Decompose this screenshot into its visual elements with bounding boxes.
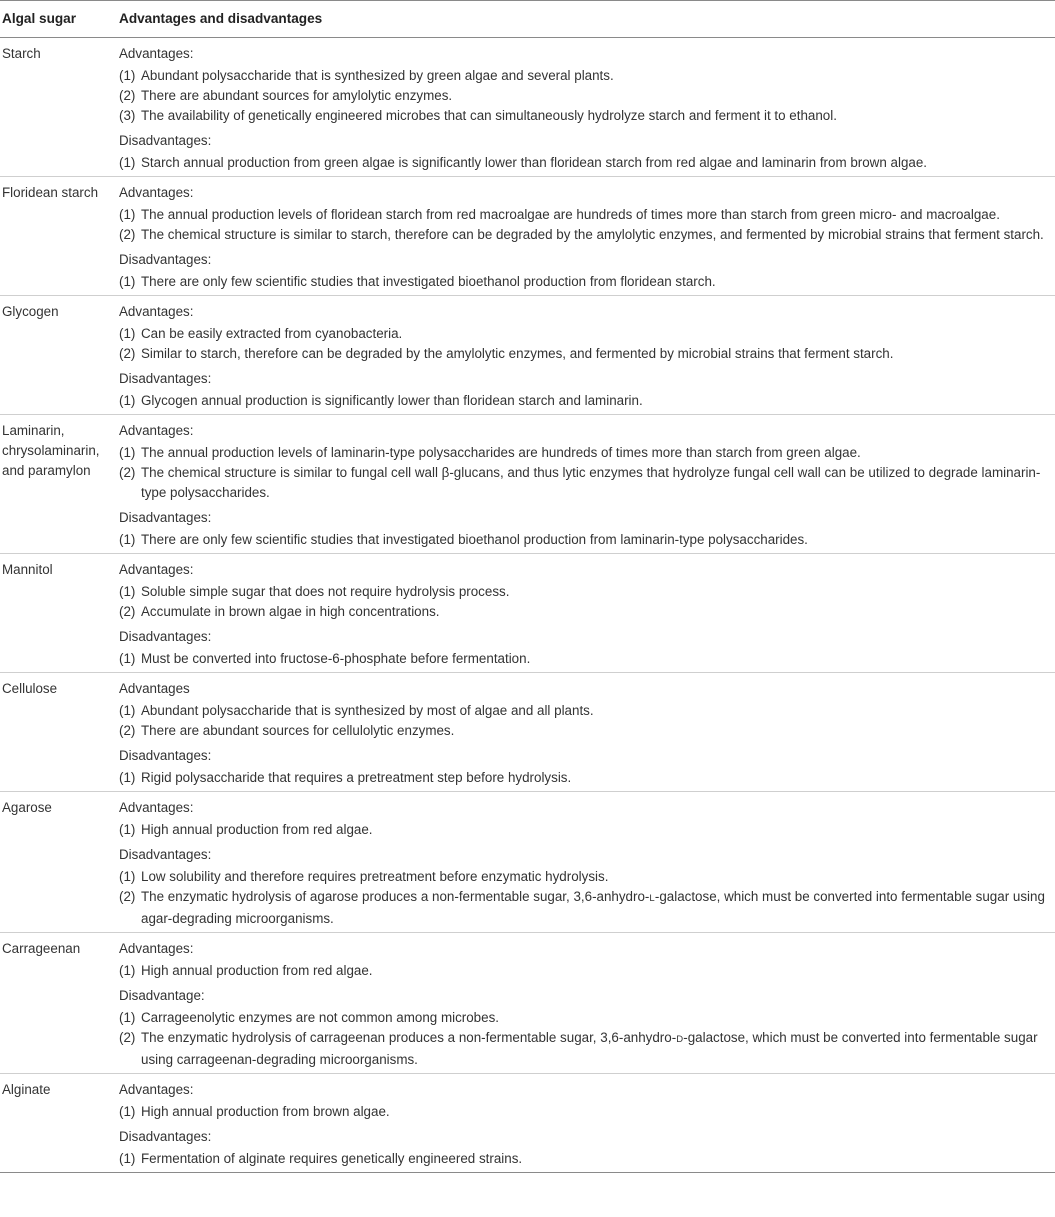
item-number: (1) [119, 155, 136, 170]
item-number: (1) [119, 1010, 136, 1025]
section-label: Advantages: [119, 46, 194, 61]
item-list [119, 324, 1051, 364]
item-number: (2) [119, 88, 136, 103]
item-number: (1) [119, 1104, 136, 1119]
section-block [119, 369, 1051, 411]
item-text: Accumulate in brown algae in high concentrations. [141, 604, 440, 619]
table-row [0, 554, 1055, 673]
section-block [119, 1127, 1051, 1169]
advantages-cell [117, 296, 1055, 415]
list-item [119, 602, 1051, 622]
item-number: (2) [119, 889, 136, 904]
list-item [119, 701, 1051, 721]
section-label: Disadvantages: [119, 371, 212, 386]
section-label: Advantages [119, 681, 190, 696]
item-text: The chemical structure is similar to fungal cell wall β-glucans, and thus lytic enzymes that hydrolyze fungal cell wall can be utilized to degrade laminarin-type polysaccharides. [141, 465, 1041, 500]
item-number: (1) [119, 393, 136, 408]
list-item [119, 66, 1051, 86]
advantages-cell [117, 673, 1055, 792]
item-text-post: -galactose, which must be converted into fermentable sugar using carrageenan-degrading microorganisms. [141, 1030, 1038, 1067]
list-item [119, 961, 1051, 981]
item-list [119, 205, 1051, 245]
list-item [119, 649, 1051, 669]
item-text: Similar to starch, therefore can be degraded by the amylolytic enzymes, and fermented by microbial strains that ferment starch. [141, 346, 894, 361]
list-item [119, 463, 1051, 503]
item-number: (1) [119, 651, 136, 666]
item-number: (1) [119, 822, 136, 837]
section-block [119, 44, 1051, 126]
item-list [119, 1149, 1051, 1169]
item-text [141, 889, 1045, 926]
table-row [0, 296, 1055, 415]
item-number: (1) [119, 869, 136, 884]
item-list [119, 1008, 1051, 1070]
algal-sugar-cell: Alginate [2, 1082, 51, 1097]
algal-sugar-cell: Carrageenan [0, 933, 117, 1074]
header-algal-sugar: Algal sugar [0, 1, 117, 38]
item-list [119, 582, 1051, 622]
item-list [119, 961, 1051, 981]
item-text-pre: The enzymatic hydrolysis of carrageenan produces a non-fermentable sugar, 3,6-anhydro- [141, 1030, 677, 1045]
section-block [119, 845, 1051, 929]
section-label: Disadvantage: [119, 988, 205, 1003]
item-number: (1) [119, 274, 136, 289]
section-label: Advantages: [119, 941, 194, 956]
advantages-cell [117, 38, 1055, 177]
advantages-cell [117, 1074, 1055, 1173]
section-label: Advantages: [119, 800, 194, 815]
algal-sugar-cell: Floridean starch [0, 177, 117, 296]
section-block [119, 183, 1051, 245]
item-number: (3) [119, 108, 136, 123]
item-number: (1) [119, 584, 136, 599]
section-label: Disadvantages: [119, 252, 212, 267]
item-text: High annual production from brown algae. [141, 1104, 390, 1119]
item-text: The chemical structure is similar to starch, therefore can be degraded by the amylolytic enzymes, and fermented by microbial strains that ferment starch. [141, 227, 1044, 242]
list-item [119, 721, 1051, 741]
advantages-cell [117, 177, 1055, 296]
algal-sugar-cell: Mannitol [0, 554, 117, 673]
list-item [119, 1028, 1051, 1070]
section-label: Advantages: [119, 185, 194, 200]
item-text: There are only few scientific studies that investigated bioethanol production from laminarin-type polysaccharides. [141, 532, 808, 547]
table-row [0, 673, 1055, 792]
advantages-cell [117, 554, 1055, 673]
item-list [119, 867, 1051, 929]
item-number: (1) [119, 963, 136, 978]
item-text: Abundant polysaccharide that is synthesized by green algae and several plants. [141, 68, 614, 83]
item-number: (2) [119, 465, 136, 480]
item-number: (2) [119, 723, 136, 738]
list-item [119, 153, 1051, 173]
item-text: The annual production levels of floridean starch from red macroalgae are hundreds of times more than starch from green micro- and macroalgae. [141, 207, 1000, 222]
section-label: Disadvantages: [119, 629, 212, 644]
list-item [119, 443, 1051, 463]
item-list [119, 1102, 1051, 1122]
section-block [119, 986, 1051, 1070]
section-block [119, 627, 1051, 669]
algal-sugar-cell: Glycogen [0, 296, 117, 415]
section-block [119, 131, 1051, 173]
section-block [119, 679, 1051, 741]
list-item [119, 820, 1051, 840]
item-text: Can be easily extracted from cyanobacteria. [141, 326, 403, 341]
item-number: (2) [119, 1030, 136, 1045]
item-text: There are only few scientific studies that investigated bioethanol production from floridean starch. [141, 274, 716, 289]
item-number: (2) [119, 227, 136, 242]
list-item [119, 1008, 1051, 1028]
item-text: Glycogen annual production is significantly lower than floridean starch and laminarin. [141, 393, 643, 408]
list-item [119, 205, 1051, 225]
section-block [119, 250, 1051, 292]
algal-sugar-cell: Starch [0, 38, 117, 177]
section-block [119, 421, 1051, 503]
list-item [119, 867, 1051, 887]
item-text: The annual production levels of laminarin-type polysaccharides are hundreds of times more than starch from green algae. [141, 445, 861, 460]
item-text-pre: The enzymatic hydrolysis of agarose produces a non-fermentable sugar, 3,6-anhydro- [141, 889, 650, 904]
table-row [0, 1074, 1055, 1173]
list-item [119, 344, 1051, 364]
item-list [119, 443, 1051, 503]
item-number: (1) [119, 207, 136, 222]
list-item [119, 1149, 1051, 1169]
item-text: Low solubility and therefore requires pretreatment before enzymatic hydrolysis. [141, 869, 609, 884]
item-list [119, 701, 1051, 741]
section-block [119, 302, 1051, 364]
section-label: Advantages: [119, 562, 194, 577]
advantages-cell [117, 792, 1055, 933]
list-item [119, 86, 1051, 106]
item-text: Abundant polysaccharide that is synthesized by most of algae and all plants. [141, 703, 594, 718]
algal-sugar-cell: Agarose [0, 792, 117, 933]
item-number: (1) [119, 68, 136, 83]
item-number: (1) [119, 770, 136, 785]
advantages-cell [117, 933, 1055, 1074]
item-text: Must be converted into fructose-6-phosphate before fermentation. [141, 651, 531, 666]
item-number: (1) [119, 445, 136, 460]
section-block [119, 798, 1051, 840]
item-list [119, 768, 1051, 788]
item-list [119, 530, 1051, 550]
section-label: Advantages: [119, 423, 194, 438]
item-text: High annual production from red algae. [141, 963, 373, 978]
item-list [119, 391, 1051, 411]
section-block [119, 746, 1051, 788]
list-item [119, 887, 1051, 929]
item-text: Starch annual production from green algae is significantly lower than floridean starch from red algae and laminarin from brown algae. [141, 155, 928, 170]
table-row [0, 177, 1055, 296]
section-label: Advantages: [119, 304, 194, 319]
item-number: (2) [119, 346, 136, 361]
table-header [0, 1, 1055, 38]
item-text-post: -galactose, which must be converted into fermentable sugar using agar-degrading microorganisms. [141, 889, 1045, 926]
item-text: Carrageenolytic enzymes are not common among microbes. [141, 1010, 499, 1025]
table-row [0, 792, 1055, 933]
section-label: Disadvantages: [119, 847, 212, 862]
small-caps-letter: L [649, 893, 655, 904]
table-row [0, 38, 1055, 177]
section-label: Advantages: [119, 1082, 194, 1097]
list-item [119, 106, 1051, 126]
small-caps-letter: D [676, 1034, 684, 1045]
item-number: (2) [119, 604, 136, 619]
list-item [119, 225, 1051, 245]
table-row [0, 415, 1055, 554]
item-text: High annual production from red algae. [141, 822, 373, 837]
list-item [119, 272, 1051, 292]
section-block [119, 1080, 1051, 1122]
item-number: (1) [119, 326, 136, 341]
section-block [119, 939, 1051, 981]
algal-sugar-cell: Laminarin, chrysolaminarin, and paramylon [0, 415, 117, 554]
header-advantages-disadvantages: Advantages and disadvantages [117, 1, 1055, 38]
list-item [119, 1102, 1051, 1122]
item-text: The availability of genetically engineered microbes that can simultaneously hydrolyze starch and ferment it to ethanol. [141, 108, 837, 123]
section-block [119, 560, 1051, 622]
table-row [0, 933, 1055, 1074]
list-item [119, 530, 1051, 550]
section-label: Disadvantages: [119, 510, 212, 525]
section-block [119, 508, 1051, 550]
item-list [119, 649, 1051, 669]
list-item [119, 391, 1051, 411]
item-list [119, 272, 1051, 292]
item-text: There are abundant sources for amylolytic enzymes. [141, 88, 453, 103]
item-text: Fermentation of alginate requires genetically engineered strains. [141, 1151, 523, 1166]
advantages-cell [117, 415, 1055, 554]
list-item [119, 324, 1051, 344]
list-item [119, 768, 1051, 788]
table-body [0, 38, 1055, 1173]
item-text [141, 1030, 1038, 1067]
section-label: Disadvantages: [119, 748, 212, 763]
section-label: Disadvantages: [119, 133, 212, 148]
algal-sugar-cell: Cellulose [0, 673, 117, 792]
item-text: Soluble simple sugar that does not require hydrolysis process. [141, 584, 510, 599]
item-text: Rigid polysaccharide that requires a pretreatment step before hydrolysis. [141, 770, 572, 785]
list-item [119, 582, 1051, 602]
item-list [119, 66, 1051, 126]
item-number: (1) [119, 703, 136, 718]
item-list [119, 820, 1051, 840]
item-text: There are abundant sources for cellulolytic enzymes. [141, 723, 455, 738]
section-label: Disadvantages: [119, 1129, 212, 1144]
item-number: (1) [119, 532, 136, 547]
item-list [119, 153, 1051, 173]
item-number: (1) [119, 1151, 136, 1166]
